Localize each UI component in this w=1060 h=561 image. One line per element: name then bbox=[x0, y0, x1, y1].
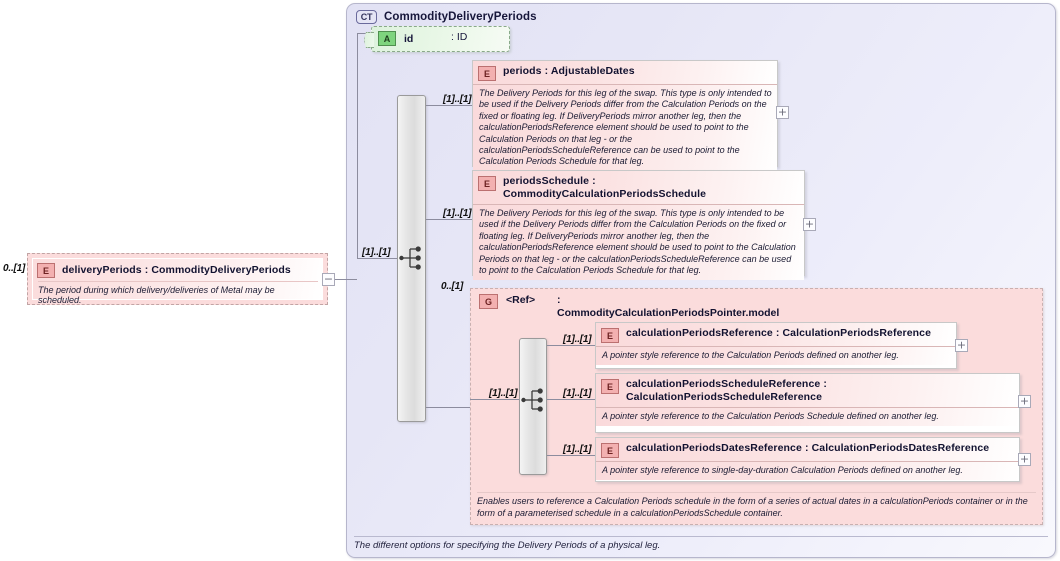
complextype-title bbox=[356, 10, 537, 24]
element-calcperiodsschedref-expand-button[interactable] bbox=[1018, 395, 1031, 408]
element-calcperiodsdatesref-head bbox=[596, 438, 1019, 461]
element-calcperiodsref-box[interactable] bbox=[595, 322, 957, 369]
source-element-head bbox=[33, 259, 322, 280]
element-periodsschedule-expand-button[interactable] bbox=[803, 218, 816, 231]
group-ref-label: <Ref> bbox=[506, 294, 536, 306]
source-to-container-line bbox=[335, 279, 357, 280]
group-branch1-line bbox=[547, 345, 595, 346]
branch2-cardinality-label: [1]..[1] bbox=[443, 208, 472, 219]
complextype-badge-icon: CT bbox=[356, 10, 377, 24]
group-choice-compositor-icon bbox=[521, 386, 547, 414]
element-periods-expand-button[interactable] bbox=[776, 106, 789, 119]
element-periodsschedule-head bbox=[473, 171, 804, 204]
attribute-id-name: id bbox=[404, 32, 414, 45]
source-cardinality-label: 0..[1] bbox=[3, 263, 26, 274]
group-ref-type: : CommodityCalculationPeriodsPointer.model bbox=[557, 294, 780, 319]
element-calcperiodsref-label: calculationPeriodsReference : CalculationPeriodsReference bbox=[626, 327, 932, 339]
element-calcperiodsref-head bbox=[596, 323, 956, 346]
element-calcperiodsschedref-box[interactable] bbox=[595, 373, 1020, 433]
group-branch2-line bbox=[547, 399, 595, 400]
main-compositor-in-line bbox=[357, 258, 398, 259]
element-calcperiodsschedref-expand-glyph: + bbox=[1019, 394, 1030, 408]
choice-compositor-icon bbox=[399, 244, 425, 272]
group-compositor-cardinality-label: [1]..[1] bbox=[489, 388, 518, 399]
branch1-line bbox=[426, 105, 472, 106]
source-element-collapse-button[interactable] bbox=[322, 273, 335, 286]
element-periods-badge-icon: E bbox=[478, 66, 496, 81]
element-calcperiodsref-badge-icon: E bbox=[601, 328, 619, 343]
element-calcperiodsschedref-doc: A pointer style reference to the Calculation Periods Schedule defined on another leg. bbox=[596, 407, 1019, 426]
element-calcperiodsdatesref-badge-icon: E bbox=[601, 443, 619, 458]
element-calcperiodsref-doc: A pointer style reference to the Calculation Periods defined on another leg. bbox=[596, 346, 956, 365]
element-calcperiodsdatesref-expand-glyph: + bbox=[1019, 452, 1030, 466]
element-periods-label: periods : AdjustableDates bbox=[503, 65, 635, 77]
element-periodsschedule-badge-icon: E bbox=[478, 176, 496, 191]
complextype-name: CommodityDeliveryPeriods bbox=[384, 11, 537, 23]
attribute-connector-line-v bbox=[357, 33, 358, 258]
group-compositor-in-line bbox=[470, 399, 520, 400]
group-ref-footer-text: Enables users to reference a Calculation Periods schedule in the form of a series of actual dates in a calculationPeriods container or in the form of a parameterised schedule in a calculationPeriodsSchedule container. bbox=[477, 492, 1036, 519]
element-periods-expand-glyph: + bbox=[777, 105, 788, 119]
source-element-collapse-glyph: − bbox=[323, 272, 334, 286]
group-ref-title bbox=[479, 294, 535, 309]
source-element-label: deliveryPeriods : CommodityDeliveryPeriods bbox=[62, 263, 291, 276]
element-periods-box[interactable] bbox=[472, 60, 778, 167]
element-calcperiodsschedref-head bbox=[596, 374, 1019, 407]
group-branch2-cardinality-label: [1]..[1] bbox=[563, 388, 592, 399]
branch3-cardinality-label: 0..[1] bbox=[441, 281, 464, 292]
element-calcperiodsref-expand-glyph: + bbox=[956, 338, 967, 352]
branch3-line bbox=[426, 407, 470, 408]
group-branch1-cardinality-label: [1]..[1] bbox=[563, 334, 592, 345]
element-calcperiodsdatesref-label: calculationPeriodsDatesReference : CalculationPeriodsDatesReference bbox=[626, 442, 990, 454]
attribute-id-type: : ID bbox=[451, 31, 468, 43]
group-branch3-line bbox=[547, 455, 595, 456]
element-calcperiodsdatesref-doc: A pointer style reference to single-day-duration Calculation Periods defined on another leg. bbox=[596, 461, 1019, 480]
element-calcperiodsschedref-badge-icon: E bbox=[601, 379, 619, 394]
group-ref-badge-icon: G bbox=[479, 294, 498, 309]
element-periodsschedule-expand-glyph: + bbox=[804, 217, 815, 231]
element-periodsschedule-doc: The Delivery Periods for this leg of the swap. This type is only intended to be used if the Delivery Periods differ from the Calculation Periods on the fixed or floating leg. If DeliveryPeriods mirror another leg, then the calculationPeriodsReference element should be used to point to the Calculation Periods on that leg - or the calculationPeriodsScheduleReference can be used to point to the Calculation Periods Schedule for that leg. bbox=[473, 204, 804, 280]
main-compositor-cardinality-label: [1]..[1] bbox=[362, 247, 391, 258]
element-calcperiodsschedref-label: calculationPeriodsScheduleReference : CalculationPeriodsScheduleReference bbox=[626, 378, 827, 403]
element-periodsschedule-label: periodsSchedule : CommodityCalculationPeriodsSchedule bbox=[503, 175, 707, 200]
complextype-footer-text: The different options for specifying the Delivery Periods of a physical leg. bbox=[354, 540, 661, 551]
group-branch3-cardinality-label: [1]..[1] bbox=[563, 444, 592, 455]
source-element-doc: The period during which delivery/deliveries of Metal may be scheduled. bbox=[38, 281, 318, 305]
branch2-line bbox=[426, 219, 472, 220]
attribute-badge-icon: A bbox=[378, 31, 396, 46]
element-periods-doc: The Delivery Periods for this leg of the swap. This type is only intended to be used if the Delivery Periods differ from the Calculation Periods on the fixed or floating leg. If DeliveryPeriods mirror another leg, then the calculationPeriodsReference element should be used to point to the Calculation Periods on that leg - or the calculationPeriodsScheduleReference can be used to point to the Calculation Periods Schedule for that leg. bbox=[473, 84, 777, 172]
element-periods-head bbox=[473, 61, 777, 84]
element-calcperiodsref-expand-button[interactable] bbox=[955, 339, 968, 352]
source-element-inner bbox=[32, 258, 323, 305]
source-element-box[interactable] bbox=[27, 253, 328, 305]
attribute-id-box[interactable] bbox=[371, 26, 510, 52]
element-calcperiodsdatesref-box[interactable] bbox=[595, 437, 1020, 482]
branch1-cardinality-label: [1]..[1] bbox=[443, 94, 472, 105]
complextype-footer bbox=[354, 536, 1048, 551]
source-element-badge-icon: E bbox=[37, 263, 55, 278]
attribute-id-inner bbox=[378, 31, 413, 46]
attribute-nub-icon bbox=[364, 32, 374, 48]
element-periodsschedule-box[interactable] bbox=[472, 170, 805, 276]
element-calcperiodsdatesref-expand-button[interactable] bbox=[1018, 453, 1031, 466]
